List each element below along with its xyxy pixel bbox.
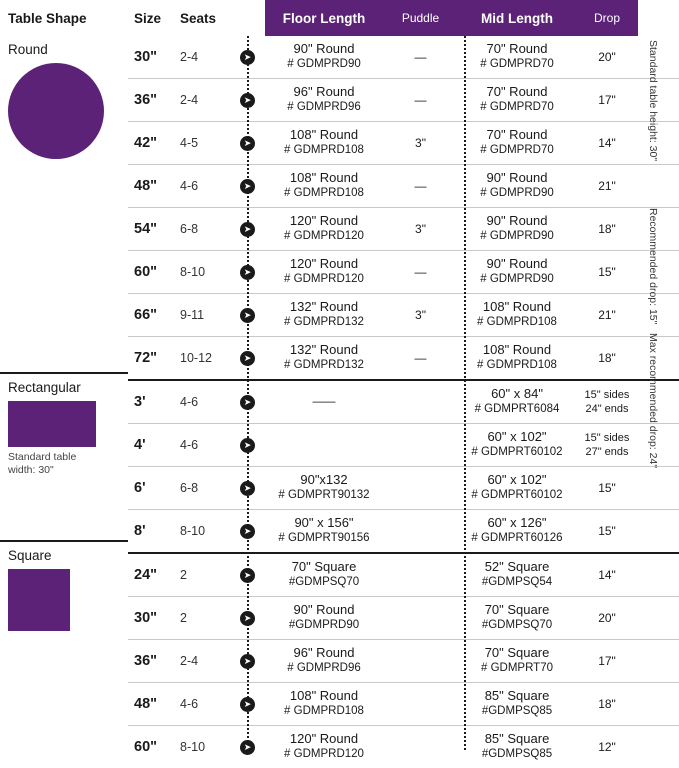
- shape-group-round: [0, 36, 128, 372]
- shape-label: Rectangular: [8, 380, 81, 395]
- row-mid-length: [458, 510, 576, 552]
- row-seats-label: 10-12: [180, 351, 212, 365]
- arrow-right-icon: ➤: [240, 179, 255, 194]
- row-mid-sku: # GDMPRD70: [480, 58, 554, 71]
- row-floor-length: [265, 208, 383, 250]
- row-mid-length: [458, 294, 576, 336]
- row-floor-sku: # GDMPRT90156: [278, 532, 370, 545]
- row-floor-length: [265, 597, 383, 639]
- row-mid-length: [458, 424, 576, 466]
- row-drop: [576, 165, 638, 207]
- row-drop: [576, 122, 638, 164]
- row-size-label: 42": [134, 135, 158, 151]
- row-mid-length: [458, 36, 576, 78]
- row-floor-sku: # GDMPRD120: [284, 230, 364, 243]
- row-size: [128, 726, 176, 768]
- row-floor-sku: # GDMPRD108: [284, 187, 364, 200]
- row-floor-length: [265, 122, 383, 164]
- row-drop: [576, 251, 638, 293]
- row-seats: [176, 79, 230, 121]
- arrow-right-icon: ➤: [240, 93, 255, 108]
- header-seats: Seats: [180, 10, 217, 26]
- row-size-label: 66": [134, 307, 158, 323]
- row-puddle-value: —: [414, 93, 427, 107]
- arrow-right-icon: ➤: [240, 654, 255, 669]
- side-note-2: Max recommended drop: 24": [647, 333, 659, 469]
- row-drop: [576, 208, 638, 250]
- row-size-label: 8': [134, 523, 146, 539]
- row-drop-value: 15" sides 24" ends: [584, 388, 630, 415]
- row-drop-value: 12": [598, 740, 616, 754]
- row-floor-size: 108" Round: [289, 127, 359, 143]
- row-puddle-value: —: [414, 179, 427, 193]
- row-seats: [176, 424, 230, 466]
- row-drop-value: 14": [598, 568, 616, 582]
- row-floor-length: [265, 424, 383, 466]
- row-puddle-value: 3": [415, 308, 426, 322]
- row-puddle: [383, 208, 458, 250]
- row-size-label: 48": [134, 178, 158, 194]
- row-drop-value: 18": [598, 351, 616, 365]
- side-note-1: Recommended drop: 15": [647, 208, 659, 325]
- row-floor-size: 108" Round: [289, 688, 359, 704]
- row-mid-sku: # GDMPRD70: [480, 101, 554, 114]
- row-puddle: [383, 122, 458, 164]
- row-drop: [576, 294, 638, 336]
- row-drop-value: 15": [598, 265, 616, 279]
- row-floor-sku: #GDMPSQ70: [288, 576, 360, 589]
- row-size-label: 30": [134, 49, 158, 65]
- arrow-right-icon: ➤: [240, 50, 255, 65]
- row-puddle: [383, 554, 458, 596]
- row-floor-length: [265, 683, 383, 725]
- arrow-right-icon: ➤: [240, 481, 255, 496]
- row-floor-length: [265, 554, 383, 596]
- row-floor-length: [265, 640, 383, 682]
- header-floor-length: Floor Length: [265, 0, 383, 36]
- row-drop: [576, 381, 638, 423]
- row-puddle: [383, 640, 458, 682]
- row-mid-size: 52" Square: [484, 559, 550, 575]
- row-size: [128, 424, 176, 466]
- row-mid-length: [458, 597, 576, 639]
- shape-group-rectangular: [0, 372, 128, 540]
- row-mid-size: 108" Round: [482, 342, 552, 358]
- header-table-shape: Table Shape: [8, 10, 87, 26]
- row-puddle: [383, 381, 458, 423]
- row-seats-label: 8-10: [180, 265, 206, 279]
- shape-note: Standard table width: 30": [8, 451, 77, 477]
- row-seats-label: 8-10: [180, 524, 206, 538]
- row-seats-label: 4-6: [180, 179, 199, 193]
- row-drop-value: 21": [598, 179, 616, 193]
- row-mid-size: 108" Round: [482, 299, 552, 315]
- row-mid-sku: # GDMPRT60102: [471, 489, 563, 502]
- arrow-right-icon: ➤: [240, 136, 255, 151]
- row-puddle: [383, 79, 458, 121]
- row-size-label: 54": [134, 221, 158, 237]
- table-header: [0, 0, 679, 36]
- arrow-right-icon: ➤: [240, 351, 255, 366]
- row-mid-sku: #GDMPSQ54: [481, 576, 553, 589]
- row-puddle-value: 3": [415, 136, 426, 150]
- row-floor-sku: # GDMPRD96: [287, 101, 361, 114]
- row-mid-length: [458, 337, 576, 379]
- row-floor-length: [265, 79, 383, 121]
- row-seats: [176, 294, 230, 336]
- row-floor-size: 120" Round: [289, 213, 359, 229]
- shape-label: Round: [8, 42, 48, 57]
- rectangular-table-icon: [8, 401, 96, 447]
- row-drop: [576, 597, 638, 639]
- row-mid-sku: # GDMPRD108: [477, 316, 557, 329]
- row-size-label: 4': [134, 437, 146, 453]
- row-drop: [576, 36, 638, 78]
- row-drop: [576, 640, 638, 682]
- row-seats: [176, 597, 230, 639]
- row-seats-label: 2: [180, 611, 187, 625]
- row-size-label: 48": [134, 696, 158, 712]
- row-seats: [176, 122, 230, 164]
- row-size-label: 60": [134, 264, 158, 280]
- row-mid-length: [458, 726, 576, 768]
- row-mid-length: [458, 640, 576, 682]
- arrow-right-icon: ➤: [240, 395, 255, 410]
- row-mid-length: [458, 467, 576, 509]
- row-floor-sku: # GDMPRD90: [287, 58, 361, 71]
- row-mid-sku: #GDMPSQ85: [481, 748, 553, 761]
- header-size: Size: [134, 10, 162, 26]
- arrow-right-icon: ➤: [240, 265, 255, 280]
- row-size: [128, 467, 176, 509]
- shape-label: Square: [8, 548, 52, 563]
- row-seats: [176, 726, 230, 768]
- row-mid-length: [458, 554, 576, 596]
- row-seats: [176, 251, 230, 293]
- row-floor-length: [265, 510, 383, 552]
- arrow-right-icon: ➤: [240, 524, 255, 539]
- row-seats: [176, 683, 230, 725]
- row-size: [128, 251, 176, 293]
- row-floor-length: [265, 165, 383, 207]
- row-seats: [176, 554, 230, 596]
- row-seats-label: 4-6: [180, 395, 199, 409]
- row-floor-size: 90" x 156": [294, 515, 354, 531]
- row-floor-length: [265, 726, 383, 768]
- row-puddle-value: —: [414, 50, 427, 64]
- row-puddle: [383, 294, 458, 336]
- row-drop: [576, 510, 638, 552]
- row-drop: [576, 683, 638, 725]
- row-drop-value: 17": [598, 93, 616, 107]
- row-size-label: 24": [134, 567, 158, 583]
- square-table-icon: [8, 569, 70, 631]
- row-drop-value: 18": [598, 222, 616, 236]
- row-floor-size: 90" Round: [293, 41, 355, 57]
- row-floor-size: 90"x132: [300, 472, 348, 488]
- row-size: [128, 337, 176, 379]
- side-notes: [647, 40, 677, 469]
- row-floor-size: 120" Round: [289, 256, 359, 272]
- row-size: [128, 640, 176, 682]
- row-seats-label: 4-6: [180, 438, 199, 452]
- row-floor-size: 96" Round: [293, 645, 355, 661]
- row-mid-size: 70" Round: [486, 127, 548, 143]
- row-size: [128, 294, 176, 336]
- row-mid-sku: # GDMPRD90: [480, 230, 554, 243]
- side-note-0: Standard table height: 30": [647, 40, 659, 162]
- row-seats-label: 4-6: [180, 697, 199, 711]
- row-seats-label: 9-11: [180, 308, 205, 322]
- row-size: [128, 79, 176, 121]
- row-floor-sku: # GDMPRT90132: [278, 489, 370, 502]
- row-floor-sku: # GDMPRD96: [287, 662, 361, 675]
- row-drop-value: 20": [598, 50, 616, 64]
- row-floor-size: 132" Round: [289, 299, 359, 315]
- row-puddle: [383, 726, 458, 768]
- row-mid-size: 60" x 102": [487, 429, 547, 445]
- row-floor-sku: # GDMPRD132: [284, 359, 364, 372]
- row-floor-length: [265, 251, 383, 293]
- row-drop: [576, 79, 638, 121]
- arrow-right-icon: ➤: [240, 438, 255, 453]
- row-size: [128, 554, 176, 596]
- row-mid-size: 85" Square: [484, 688, 550, 704]
- row-mid-sku: # GDMPRD70: [480, 144, 554, 157]
- row-mid-size: 90" Round: [486, 170, 548, 186]
- row-mid-length: [458, 165, 576, 207]
- row-size-label: 36": [134, 92, 158, 108]
- row-drop: [576, 467, 638, 509]
- row-floor-sku: # GDMPRD120: [284, 748, 364, 761]
- row-floor-size: 70" Square: [291, 559, 357, 575]
- row-mid-length: [458, 381, 576, 423]
- row-mid-size: 90" Round: [486, 213, 548, 229]
- shape-group-square: [0, 540, 128, 750]
- row-seats: [176, 337, 230, 379]
- row-floor-length: [265, 337, 383, 379]
- row-drop: [576, 726, 638, 768]
- row-floor-sku: # GDMPRD132: [284, 316, 364, 329]
- row-size-label: 6': [134, 480, 146, 496]
- row-seats-label: 2-4: [180, 93, 199, 107]
- row-floor-sku: # GDMPRD120: [284, 273, 364, 286]
- row-drop: [576, 554, 638, 596]
- row-mid-sku: # GDMPRT6084: [474, 403, 560, 416]
- row-seats: [176, 467, 230, 509]
- row-size: [128, 510, 176, 552]
- row-size-label: 36": [134, 653, 158, 669]
- arrow-right-icon: ➤: [240, 568, 255, 583]
- header-puddle: Puddle: [383, 0, 458, 36]
- row-mid-sku: # GDMPRD90: [480, 187, 554, 200]
- row-puddle: [383, 337, 458, 379]
- header-arrow-spacer: [230, 0, 265, 36]
- row-floor-size: 90" Round: [293, 602, 355, 618]
- arrow-right-icon: ➤: [240, 697, 255, 712]
- row-puddle: [383, 467, 458, 509]
- row-mid-sku: # GDMPRT60102: [471, 446, 563, 459]
- row-mid-length: [458, 251, 576, 293]
- row-mid-length: [458, 683, 576, 725]
- row-mid-size: 60" x 126": [487, 515, 547, 531]
- header-drop: Drop: [576, 0, 638, 36]
- arrow-right-icon: ➤: [240, 308, 255, 323]
- row-floor-length: [265, 467, 383, 509]
- row-puddle-value: 3": [415, 222, 426, 236]
- row-floor-size: 120" Round: [289, 731, 359, 747]
- row-floor-size: 108" Round: [289, 170, 359, 186]
- row-puddle-value: —: [414, 265, 427, 279]
- row-seats-label: 8-10: [180, 740, 206, 754]
- row-drop: [576, 337, 638, 379]
- arrow-right-icon: ➤: [240, 740, 255, 755]
- row-floor-sku: ——: [312, 395, 336, 408]
- row-floor-size: 96" Round: [293, 84, 355, 100]
- row-mid-size: 70" Square: [484, 645, 550, 661]
- row-drop-value: 21": [598, 308, 616, 322]
- row-size: [128, 597, 176, 639]
- row-seats-label: 6-8: [180, 481, 199, 495]
- row-seats: [176, 208, 230, 250]
- row-mid-size: 70" Round: [486, 41, 548, 57]
- row-drop-value: 15": [598, 481, 616, 495]
- row-puddle: [383, 251, 458, 293]
- row-drop-value: 14": [598, 136, 616, 150]
- row-floor-size: 132" Round: [289, 342, 359, 358]
- row-mid-sku: # GDMPRD90: [480, 273, 554, 286]
- arrow-right-icon: ➤: [240, 222, 255, 237]
- row-mid-sku: # GDMPRT70: [480, 662, 553, 675]
- row-size-label: 60": [134, 739, 158, 755]
- row-seats-label: 6-8: [180, 222, 199, 236]
- arrow-right-icon: ➤: [240, 611, 255, 626]
- row-size: [128, 381, 176, 423]
- row-mid-size: 60" x 102": [487, 472, 547, 488]
- row-mid-size: 70" Round: [486, 84, 548, 100]
- row-seats: [176, 165, 230, 207]
- row-drop-value: 15" sides 27" ends: [584, 431, 630, 458]
- row-puddle: [383, 424, 458, 466]
- row-mid-sku: #GDMPSQ85: [481, 705, 553, 718]
- divider-mid-dotted: [464, 36, 466, 750]
- row-puddle: [383, 510, 458, 552]
- row-puddle: [383, 683, 458, 725]
- row-puddle: [383, 165, 458, 207]
- row-seats: [176, 510, 230, 552]
- row-mid-size: 90" Round: [486, 256, 548, 272]
- row-seats: [176, 36, 230, 78]
- row-seats-label: 2-4: [180, 654, 199, 668]
- row-seats: [176, 381, 230, 423]
- row-floor-sku: #GDMPRD90: [288, 619, 360, 632]
- row-drop: [576, 424, 638, 466]
- row-puddle-value: —: [414, 351, 427, 365]
- row-size: [128, 165, 176, 207]
- row-seats: [176, 640, 230, 682]
- row-mid-size: 60" x 84": [491, 386, 543, 402]
- row-mid-sku: #GDMPSQ70: [481, 619, 553, 632]
- row-floor-length: [265, 294, 383, 336]
- row-puddle: [383, 36, 458, 78]
- row-size: [128, 683, 176, 725]
- row-floor-sku: # GDMPRD108: [284, 705, 364, 718]
- row-drop-value: 15": [598, 524, 616, 538]
- row-mid-sku: # GDMPRD108: [477, 359, 557, 372]
- row-size: [128, 122, 176, 164]
- row-seats-label: 4-5: [180, 136, 199, 150]
- row-seats-label: 2: [180, 568, 187, 582]
- row-drop-value: 20": [598, 611, 616, 625]
- row-mid-length: [458, 208, 576, 250]
- row-mid-size: 85" Square: [484, 731, 550, 747]
- row-floor-length: [265, 381, 383, 423]
- row-mid-size: 70" Square: [484, 602, 550, 618]
- row-size-label: 3': [134, 394, 146, 410]
- row-drop-value: 18": [598, 697, 616, 711]
- header-mid-length: Mid Length: [458, 0, 576, 36]
- row-size: [128, 36, 176, 78]
- round-table-icon: [8, 63, 104, 159]
- row-mid-length: [458, 79, 576, 121]
- row-drop-value: 17": [598, 654, 616, 668]
- row-floor-length: [265, 36, 383, 78]
- row-puddle: [383, 597, 458, 639]
- row-size-label: 30": [134, 610, 158, 626]
- row-size: [128, 208, 176, 250]
- row-mid-sku: # GDMPRT60126: [471, 532, 563, 545]
- row-floor-sku: # GDMPRD108: [284, 144, 364, 157]
- row-mid-length: [458, 122, 576, 164]
- row-seats-label: 2-4: [180, 50, 199, 64]
- row-size-label: 72": [134, 350, 158, 366]
